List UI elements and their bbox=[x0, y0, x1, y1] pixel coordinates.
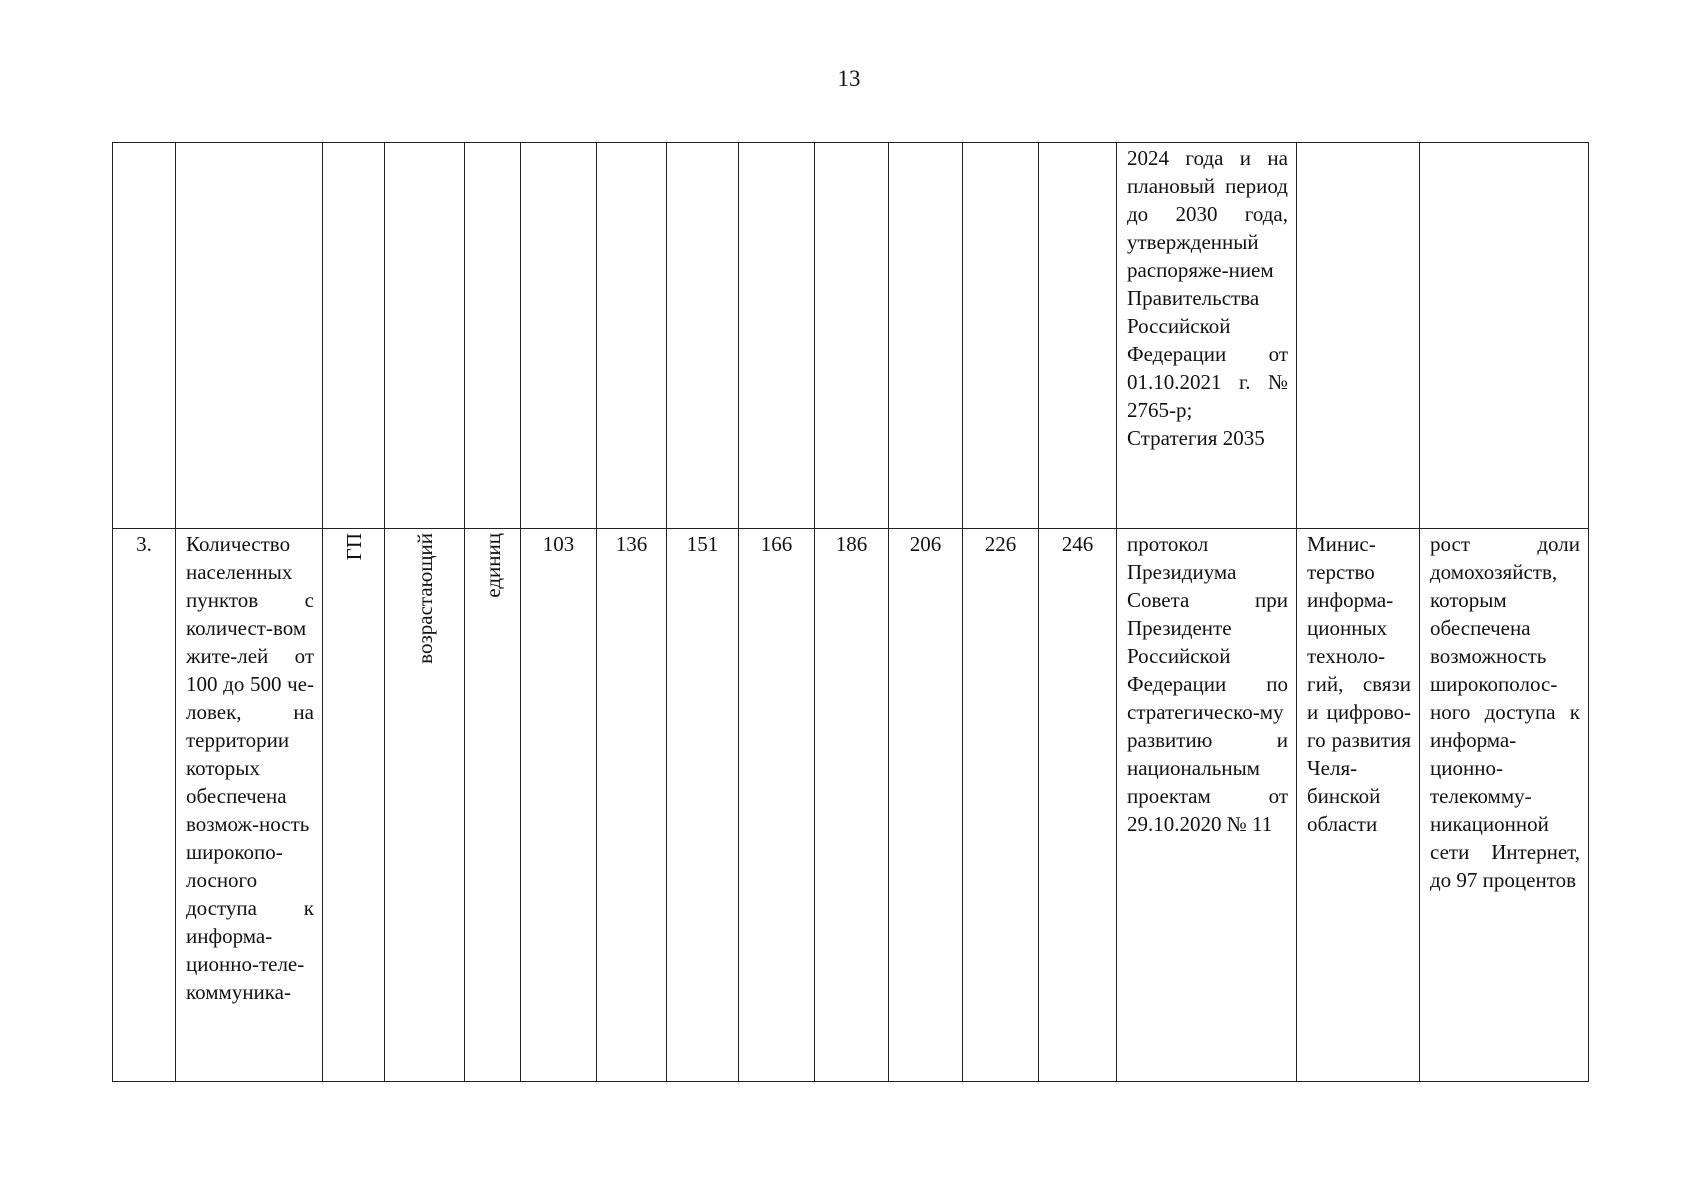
cont-cell-value-4 bbox=[739, 143, 815, 529]
cont-cell-unit bbox=[465, 143, 521, 529]
indicators-table bbox=[112, 142, 1589, 1082]
level-label: ГП bbox=[341, 533, 366, 561]
cont-cell-indicator bbox=[176, 143, 323, 529]
value-cell bbox=[1039, 529, 1117, 1082]
link-text: рост доли домохозяйств, которым обеспечена возможность широкополос-ного доступа к информа-ционно-телекомму-никационной сети Интернет, до 97 процентов bbox=[1430, 532, 1580, 892]
cont-cell-value-5 bbox=[815, 143, 889, 529]
value-8: 246 bbox=[1061, 532, 1094, 556]
value-cell bbox=[739, 529, 815, 1082]
cont-cell-value-7 bbox=[963, 143, 1039, 529]
cont-cell-value-3 bbox=[667, 143, 739, 529]
direction-label: возрастающий bbox=[412, 533, 437, 664]
value-5: 186 bbox=[835, 532, 868, 556]
value-1: 103 bbox=[542, 532, 575, 556]
cont-basis-text: 2024 года и на плановый период до 2030 года, утвержденный распоряже-нием Правительства Российской Федерации от 01.10.2021 г. № 2765-р; Стратегия 2035 bbox=[1127, 146, 1288, 450]
indicator-name: Количество населенных пунктов с количест-вом жите-лей от 100 до 500 че-ловек, на территории которых обеспечена возмож-ность широкопо-лосного доступа к информа-ционно-теле-коммуника- bbox=[186, 532, 314, 1004]
cont-cell-responsible bbox=[1297, 143, 1420, 529]
cont-cell-number bbox=[113, 143, 176, 529]
value-2: 136 bbox=[615, 532, 648, 556]
cont-cell-link bbox=[1420, 143, 1589, 529]
value-cell bbox=[521, 529, 597, 1082]
cont-cell-basis bbox=[1117, 143, 1297, 529]
unit-cell bbox=[465, 529, 521, 1082]
cont-cell-value-1 bbox=[521, 143, 597, 529]
value-cell bbox=[815, 529, 889, 1082]
value-cell bbox=[963, 529, 1039, 1082]
basis-cell bbox=[1117, 529, 1297, 1082]
row-number-cell bbox=[113, 529, 176, 1082]
value-3: 151 bbox=[686, 532, 719, 556]
page-number: 13 bbox=[837, 66, 861, 91]
row-number: 3. bbox=[136, 532, 152, 556]
level-cell bbox=[323, 529, 385, 1082]
cont-cell-value-6 bbox=[889, 143, 963, 529]
responsible-text: Минис-терство информа-ционных техноло-гий, связи и цифрово-го развития Челя-бинской области bbox=[1307, 532, 1411, 836]
value-cell bbox=[597, 529, 667, 1082]
value-4: 166 bbox=[760, 532, 793, 556]
cont-cell-value-2 bbox=[597, 143, 667, 529]
cont-cell-direction bbox=[385, 143, 465, 529]
indicator-cell bbox=[176, 529, 323, 1082]
table-row bbox=[113, 529, 1589, 1082]
responsible-cell bbox=[1297, 529, 1420, 1082]
basis-text: протокол Президиума Совета при Президенте Российской Федерации по стратегическо-му развитию и национальным проектам от 29.10.2020 № 11 bbox=[1127, 532, 1288, 836]
value-7: 226 bbox=[984, 532, 1017, 556]
unit-label: единиц bbox=[480, 533, 505, 598]
cont-cell-value-8 bbox=[1039, 143, 1117, 529]
value-cell bbox=[889, 529, 963, 1082]
direction-cell bbox=[385, 529, 465, 1082]
cont-cell-level bbox=[323, 143, 385, 529]
value-cell bbox=[667, 529, 739, 1082]
continuation-row bbox=[113, 143, 1589, 529]
link-cell bbox=[1420, 529, 1589, 1082]
value-6: 206 bbox=[909, 532, 942, 556]
